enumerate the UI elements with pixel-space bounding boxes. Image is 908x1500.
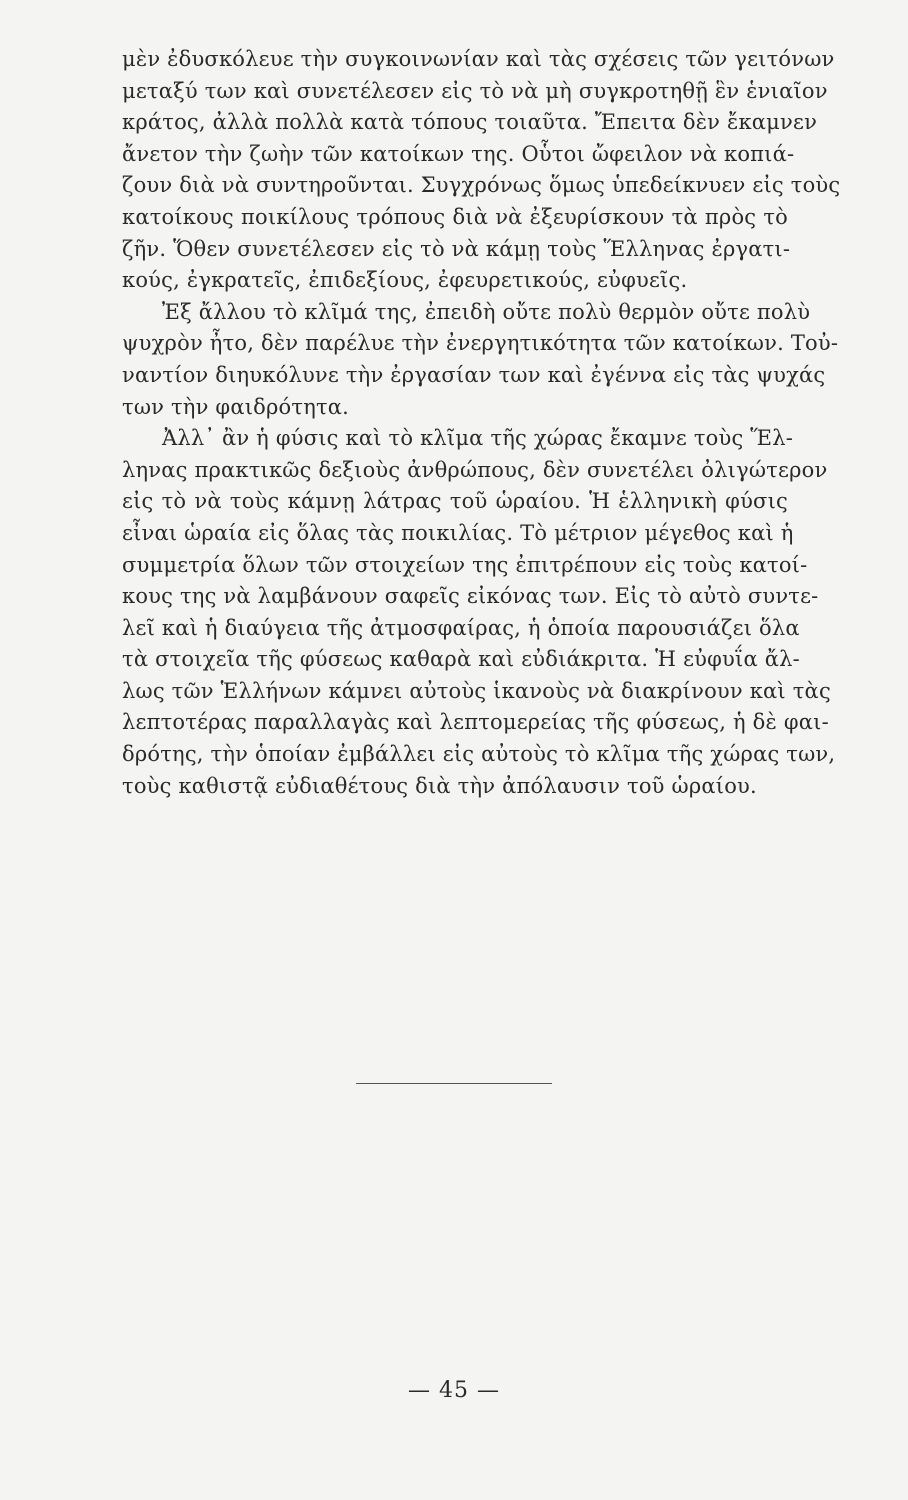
text-line: ληνας πρακτικῶς δεξιοὺς ἀνθρώπους, δὲν συνετέλει ὀλιγώτερον xyxy=(122,457,828,482)
text-line: ναντίον διηυκόλυνε τὴν ἐργασίαν των καὶ ἐγέννα εἰς τὰς ψυχάς xyxy=(122,362,826,387)
text-line: μὲν ἐδυσκόλευε τὴν συγκοινωνίαν καὶ τὰς σχέσεις τῶν γειτόνων xyxy=(122,47,835,71)
text-line: ψυχρὸν ἦτο, δὲν παρέλυε τὴν ἐνεργητικότητα τῶν κατοίκων. Τοὐ- xyxy=(122,331,839,356)
text-line: κους της νὰ λαμβάνουν σαφεῖς εἰκόνας των. Εἰς τὸ αὐτὸ συντε- xyxy=(122,584,819,609)
section-divider xyxy=(356,1083,552,1084)
text-line: μεταξύ των καὶ συνετέλεσεν εἰς τὸ νὰ μὴ συγκροτηθῇ ἓν ἑνιαῖον xyxy=(122,78,828,103)
text-line: των τὴν φαιδρότητα. xyxy=(122,394,350,419)
text-line: ἄνετον τὴν ζωὴν τῶν κατοίκων της. Οὗτοι ὤφειλον νὰ κοπιά- xyxy=(122,141,795,166)
text-line: δρότης, τὴν ὁποίαν ἐμβάλλει εἰς αὐτοὺς τὸ κλῖμα τῆς χώρας των, xyxy=(122,742,836,767)
text-line: λεῖ καὶ ἡ διαύγεια τῆς ἀτμοσφαίρας, ἡ ὁποία παρουσιάζει ὅλα xyxy=(122,615,800,640)
body-text xyxy=(122,44,841,802)
text-line: Ἐξ ἄλλου τὸ κλῖμά της, ἐπειδὴ οὔτε πολὺ θερμὸν οὔτε πολὺ xyxy=(162,299,811,324)
text-line: κούς, ἐγκρατεῖς, ἐπιδεξίους, ἐφευρετικούς, εὐφυεῖς. xyxy=(122,268,688,293)
text-line: συμμετρία ὅλων τῶν στοιχείων της ἐπιτρέπουν εἰς τοὺς κατοί- xyxy=(122,552,808,577)
text-line: τοὺς καθιστᾷ εὐδιαθέτους διὰ τὴν ἀπόλαυσιν τοῦ ὡραίου. xyxy=(122,773,757,798)
text-line: κατοίκους ποικίλους τρόπους διὰ νὰ ἐξευρίσκουν τὰ πρὸς τὸ xyxy=(122,204,788,229)
text-line: ζῆν. Ὅθεν συνετέλεσεν εἰς τὸ νὰ κάμῃ τοὺς Ἕλληνας ἐργατι- xyxy=(122,236,791,261)
text-line: λεπτοτέρας παραλλαγὰς καὶ λεπτομερείας τῆς φύσεως, ἡ δὲ φαι- xyxy=(122,710,829,735)
text-line: ζουν διὰ νὰ συντηροῦνται. Συγχρόνως ὅμως ὑπεδείκνυεν εἰς τοὺς xyxy=(122,173,841,198)
text-line: τὰ στοιχεῖα τῆς φύσεως καθαρὰ καὶ εὐδιάκριτα. Ἡ εὐφυΐα ἄλ- xyxy=(122,647,800,672)
text-line: Ἀλλ᾽ ἂν ἡ φύσις καὶ τὸ κλῖμα τῆς χώρας ἔκαμνε τοὺς Ἕλ- xyxy=(162,426,794,451)
text-line: λως τῶν Ἑλλήνων κάμνει αὐτοὺς ἱκανοὺς νὰ διακρίνουν καὶ τὰς xyxy=(122,678,831,703)
page-number: — 45 — xyxy=(408,1378,500,1403)
text-line: εἶναι ὡραία εἰς ὅλας τὰς ποικιλίας. Τὸ μέτριον μέγεθος καὶ ἡ xyxy=(122,520,794,545)
text-line: κράτος, ἀλλὰ πολλὰ κατὰ τόπους τοιαῦτα. Ἔπειτα δὲν ἔκαμνεν xyxy=(122,110,818,135)
text-line: εἰς τὸ νὰ τοὺς κάμνῃ λάτρας τοῦ ὡραίου. Ἡ ἑλληνικὴ φύσις xyxy=(122,489,788,514)
